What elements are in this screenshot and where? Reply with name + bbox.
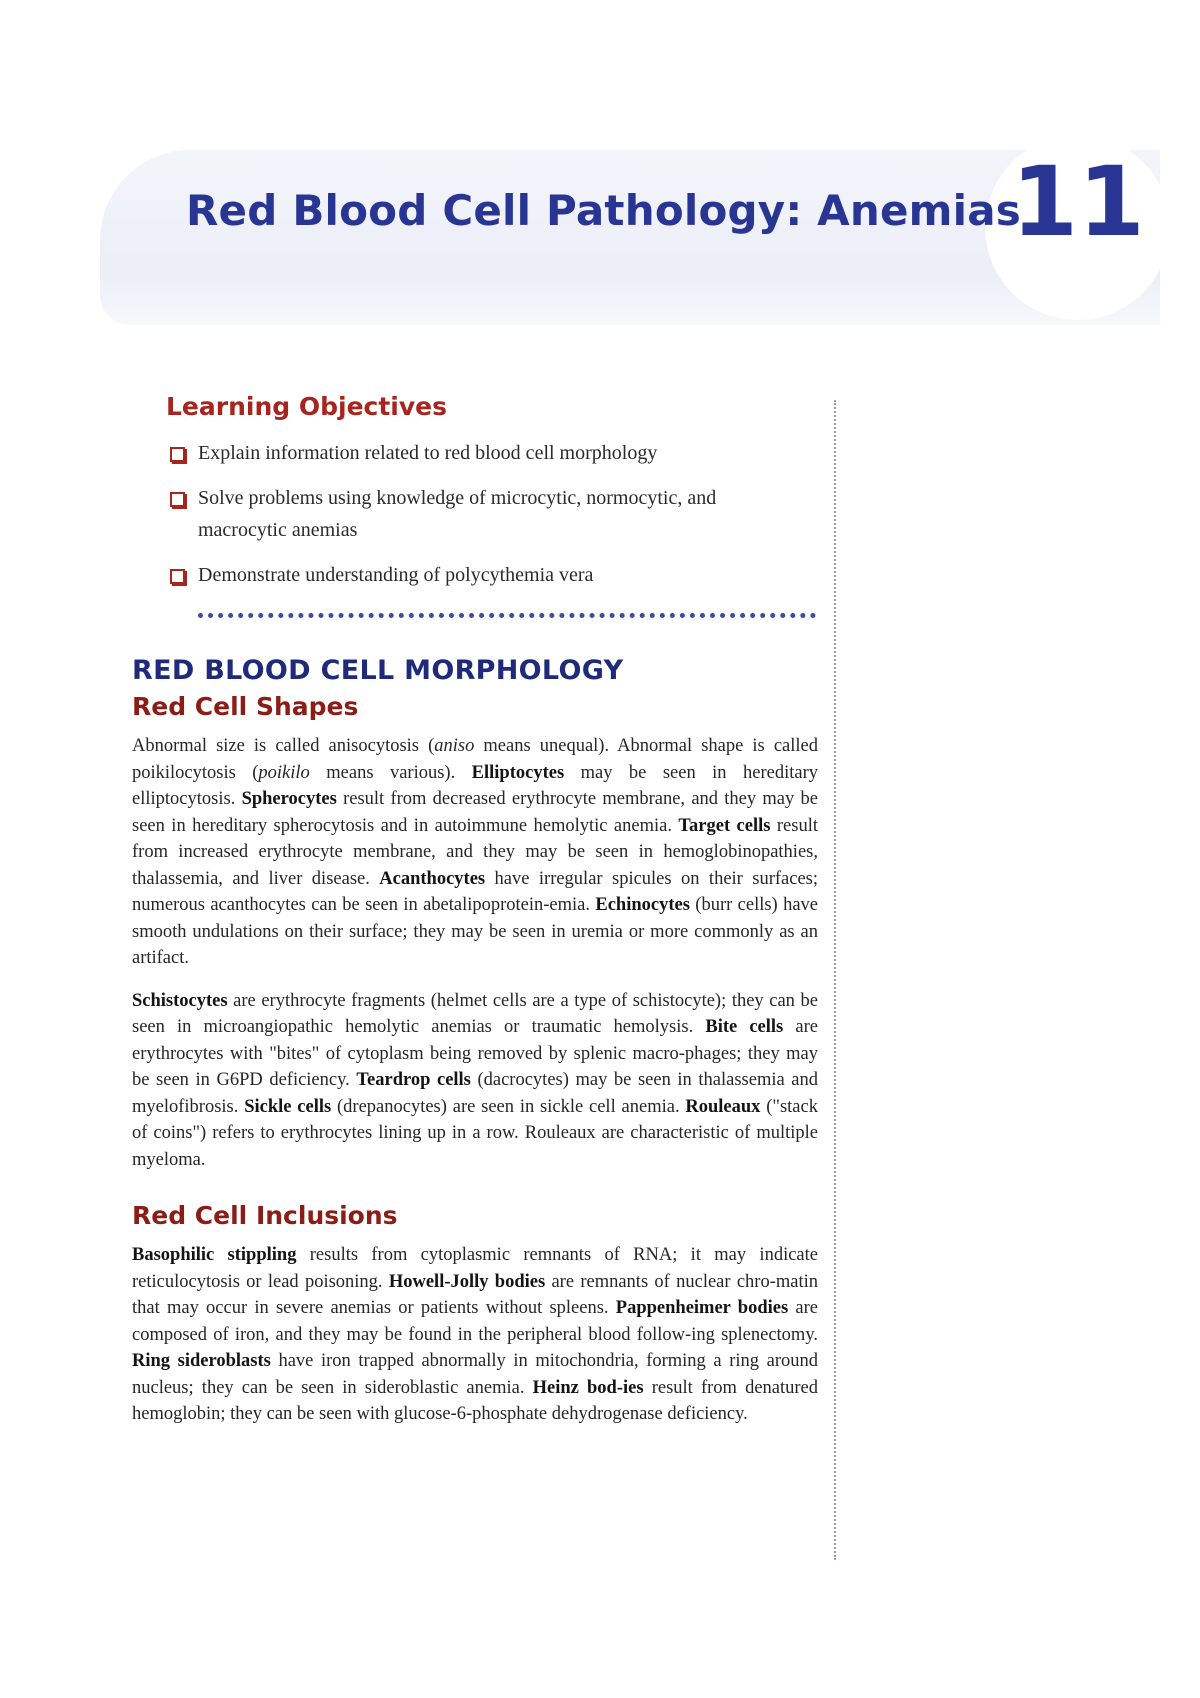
objective-item xyxy=(166,437,826,469)
red-cell-shapes-paragraph-1: Abnormal size is called anisocytosis (aniso means unequal). Abnormal shape is called poikilocytosis (poikilo means various). Elliptocytes may be seen in hereditary elliptocytosis. Spherocytes result from decreased erythrocyte membrane, and they may be seen in hereditary spherocytosis and in autoimmune hemolytic anemia. Target cells result from increased erythrocyte membrane, and they may be seen in hemoglobinopathies, thalassemia, and liver disease. Acanthocytes have irregular spicules on their surfaces; numerous acanthocytes can be seen in abetalipoprotein-emia. Echinocytes (burr cells) have smooth undulations on their surface; they may be seen in uremia or more commonly as an artifact. xyxy=(132,736,818,968)
margin-divider xyxy=(834,400,836,1560)
dotted-divider xyxy=(198,613,816,618)
red-cell-inclusions-heading: Red Cell Inclusions xyxy=(132,1201,398,1230)
section-heading: RED BLOOD CELL MORPHOLOGY xyxy=(132,655,624,686)
learning-objectives-heading: Learning Objectives xyxy=(166,392,447,421)
objectives-list xyxy=(166,437,826,591)
objective-text: Demonstrate understanding of polycythemia vera xyxy=(198,564,594,586)
chapter-title: Red Blood Cell Pathology: Anemias xyxy=(186,186,1021,235)
objective-text: Explain information related to red blood cell morphology xyxy=(198,442,658,464)
red-cell-shapes-paragraph-2: Schistocytes are erythrocyte fragments (helmet cells are a type of schistocyte); they can be seen in microangiopathic hemolytic anemias or traumatic hemolysis. Bite cells are erythrocytes with "bites" of cytoplasm being removed by splenic macro-phages; they may be seen in G6PD deficiency. Teardrop cells (dacrocytes) may be seen in thalassemia and myelofibrosis. Sickle cells (drepanocytes) are seen in sickle cell anemia. Rouleaux ("stack of coins") refers to erythrocytes lining up in a row. Rouleaux are characteristic of multiple myeloma. xyxy=(132,990,818,1170)
main-content xyxy=(132,655,818,1444)
red-cell-shapes-heading: Red Cell Shapes xyxy=(132,692,359,721)
checkbox-bullet-icon xyxy=(170,447,185,462)
objective-item xyxy=(166,559,826,591)
learning-objectives-box xyxy=(166,392,826,618)
red-cell-inclusions-paragraph: Basophilic stippling results from cytoplasmic remnants of RNA; it may indicate reticulocytosis or lead poisoning. Howell-Jolly bodies are remnants of nuclear chro-matin that may occur in severe anemias or patients without spleens. Pappenheimer bodies are composed of iron, and they may be found in the peripheral blood follow-ing splenectomy. Ring sideroblasts have iron trapped abnormally in mitochondria, forming a ring around nucleus; they can be seen in sideroblastic anemia. Heinz bod-ies result from denatured hemoglobin; they can be seen with glucose-6-phosphate dehydrogenase deficiency. xyxy=(132,1245,819,1424)
checkbox-bullet-icon xyxy=(170,569,185,584)
objective-text: Solve problems using knowledge of microcytic, normocytic, and macrocytic anemias xyxy=(198,487,717,541)
objective-item xyxy=(166,482,826,546)
checkbox-bullet-icon xyxy=(170,492,185,507)
chapter-number: 11 xyxy=(1011,146,1145,258)
